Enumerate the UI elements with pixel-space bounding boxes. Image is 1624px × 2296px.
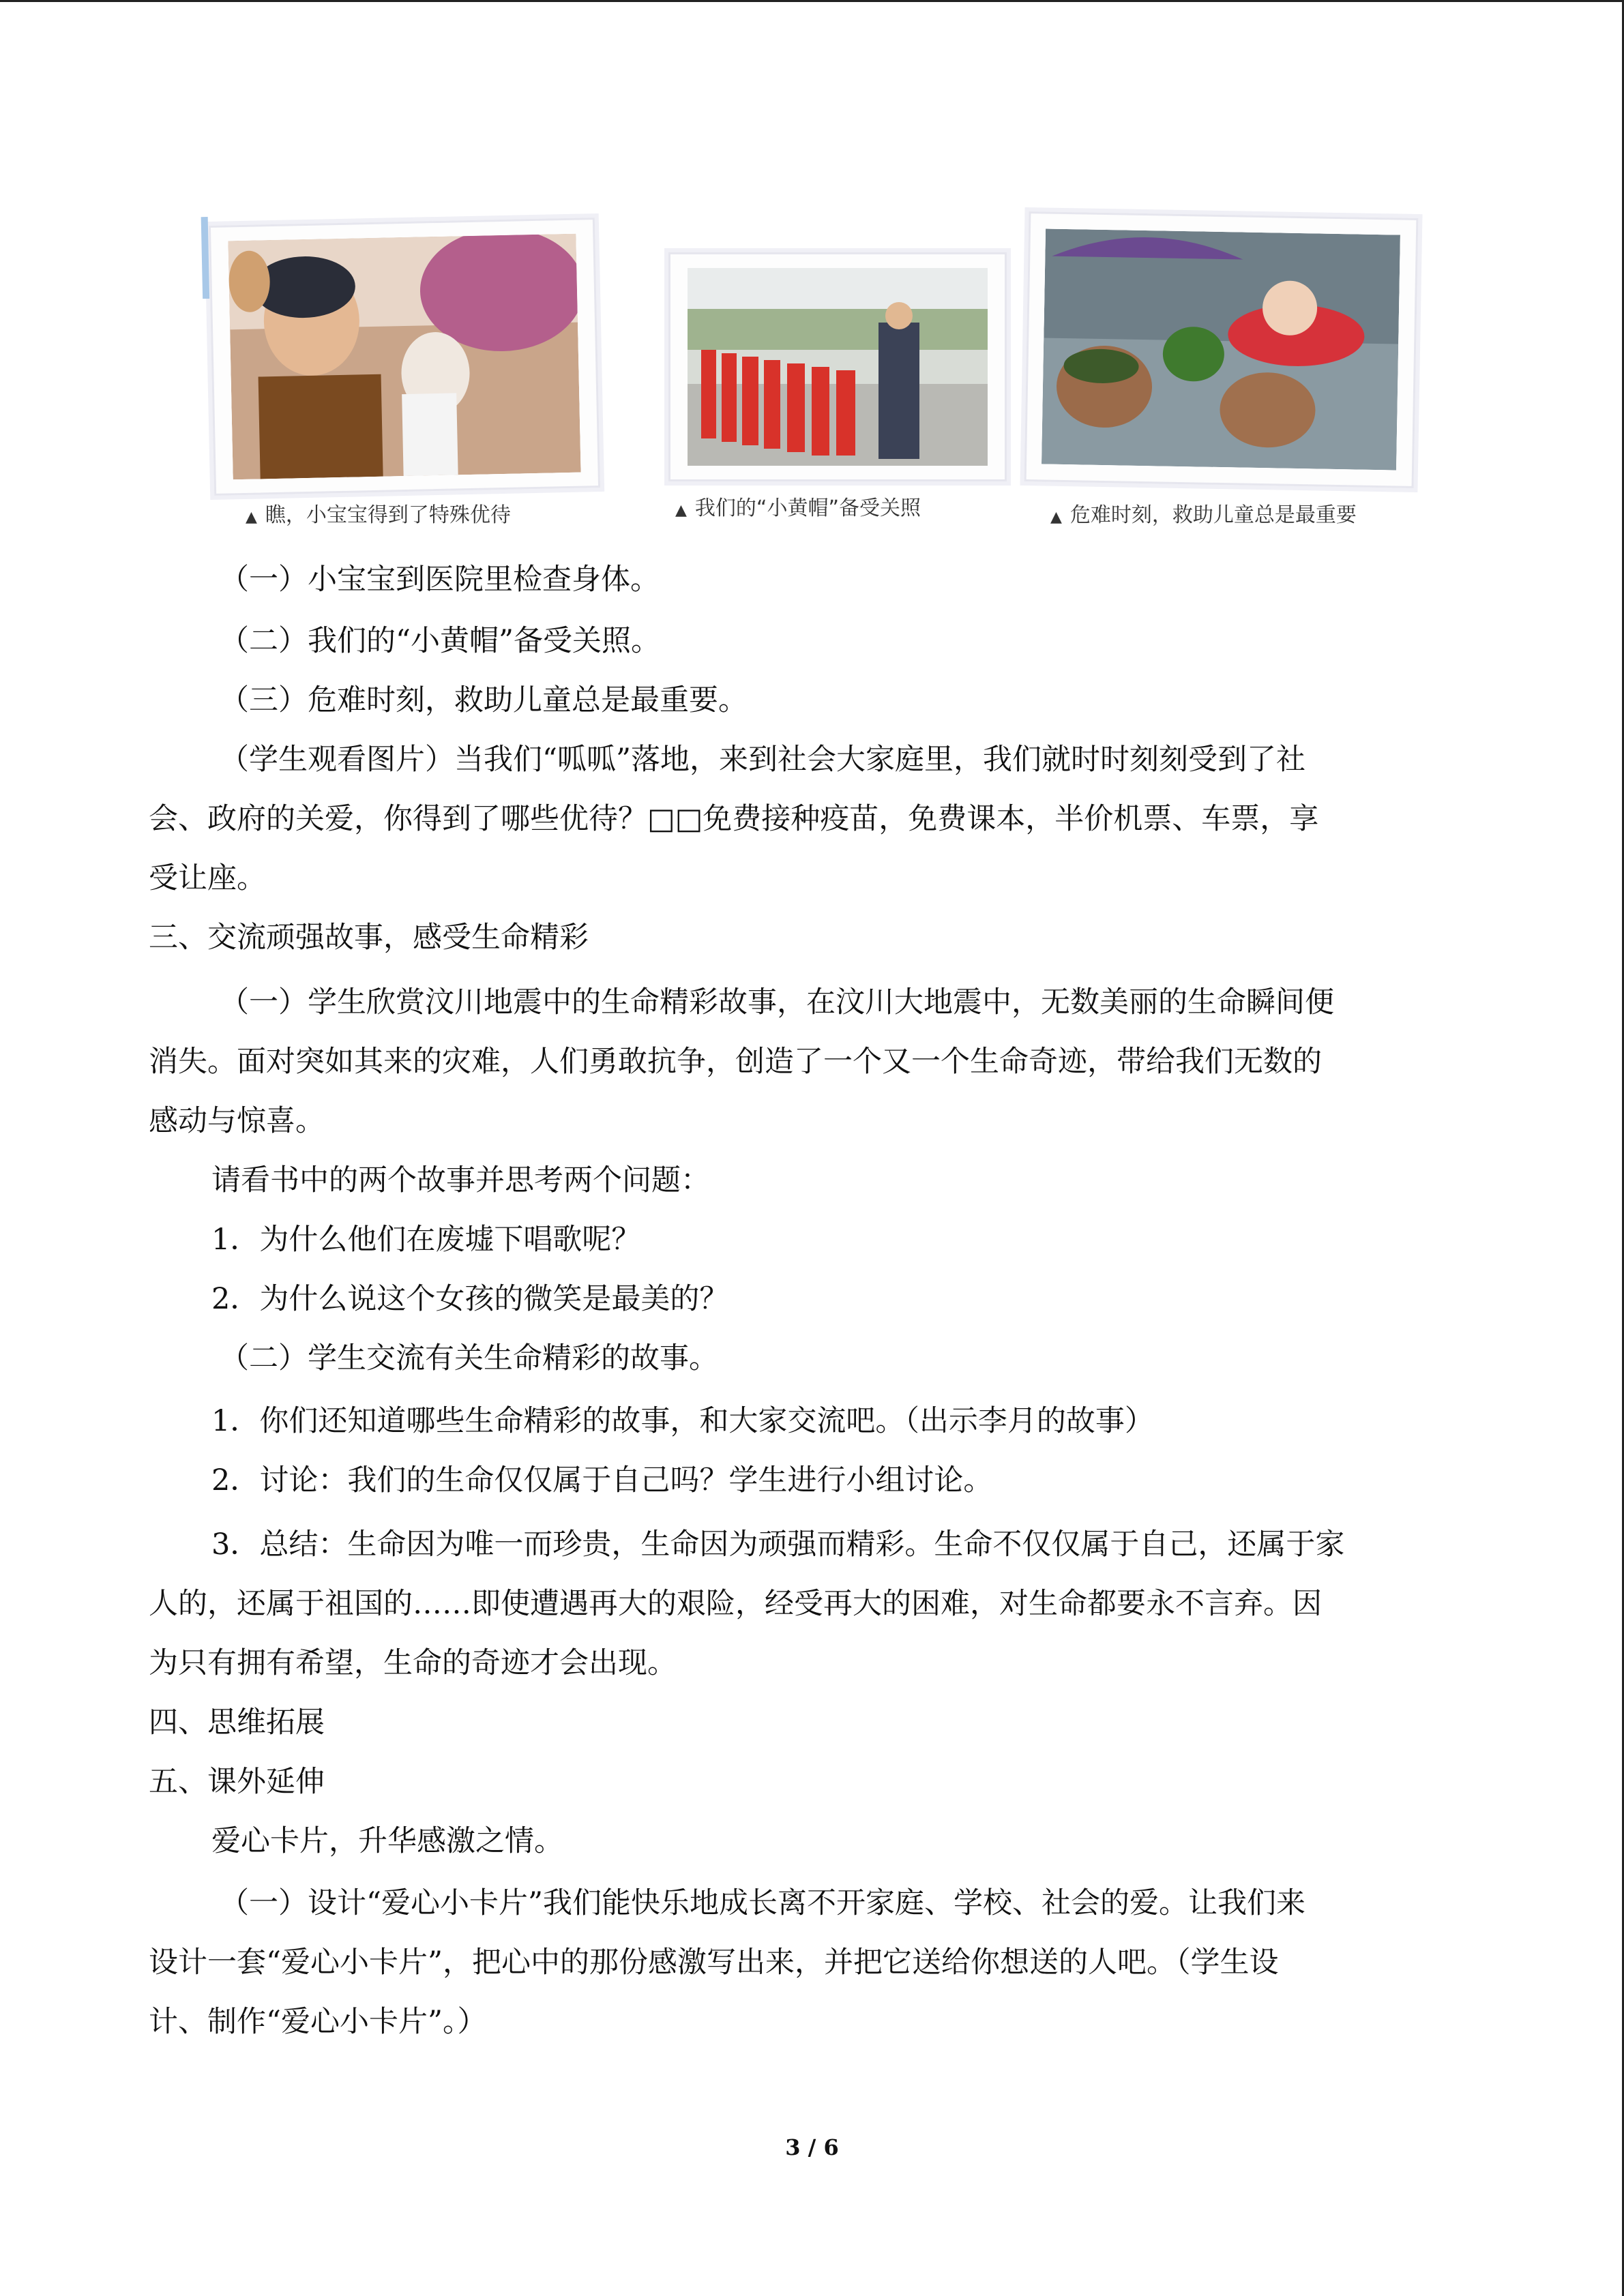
- text-line: （一）学生欣赏汶川地震中的生命精彩故事，在汶川大地震中，无数美丽的生命瞬间便: [220, 985, 1334, 1019]
- text-line: （三）危难时刻，救助儿童总是最重要。: [220, 683, 748, 717]
- text-line: （二）我们的“小黄帽”备受关照。: [220, 624, 660, 658]
- caption-marker-icon: ▲: [1050, 509, 1062, 526]
- photo-caption-2: ▲ 我们的“小黄帽”备受关照: [675, 496, 921, 520]
- text-line: 感动与惊喜。: [149, 1104, 325, 1138]
- section-heading: 三、交流顽强故事，感受生命精彩: [149, 921, 589, 955]
- text-line: （一）小宝宝到医院里检查身体。: [220, 563, 660, 597]
- text-line: 计、制作“爱心小卡片”。）: [149, 2005, 487, 2039]
- baby-at-hospital-photo: [228, 234, 580, 480]
- text-line: 1．你们还知道哪些生命精彩的故事，和大家交流吧。（出示李月的故事）: [211, 1404, 1154, 1438]
- photo-strip: [205, 205, 1426, 532]
- photo-caption-3: ▲ 危难时刻，救助儿童总是最重要: [1050, 503, 1357, 527]
- text-line: 请看书中的两个故事并思考两个问题：: [211, 1163, 710, 1197]
- photo-frame-2: [668, 252, 1007, 481]
- text-line: 爱心卡片，升华感激之情。: [211, 1824, 563, 1858]
- text-line: 消失。面对突如其来的灾难，人们勇敢抗争，创造了一个又一个生命奇迹，带给我们无数的: [149, 1045, 1322, 1079]
- children-crossing-road-photo: [688, 268, 988, 466]
- text-line: 会、政府的关爱，你得到了哪些优待？□□免费接种疫苗，免费课本，半价机票、车票，享: [149, 802, 1319, 836]
- text-line: （二）学生交流有关生命精彩的故事。: [220, 1341, 718, 1375]
- text-line: 3．总结：生命因为唯一而珍贵，生命因为顽强而精彩。生命不仅仅属于自己，还属于家: [211, 1527, 1345, 1562]
- soldiers-rescuing-baby-photo: [1042, 228, 1400, 470]
- caption-marker-icon: ▲: [675, 502, 687, 519]
- text-line: 人的，还属于祖国的……即使遭遇再大的艰险，经受再大的困难，对生命都要永不言弃。因: [149, 1587, 1322, 1621]
- page-number: 3 / 6: [785, 2134, 839, 2160]
- caption-marker-icon: ▲: [246, 509, 257, 526]
- frame-accent-1: [201, 217, 210, 299]
- photo-caption-1: ▲ 瞧，小宝宝得到了特殊优待: [246, 503, 511, 527]
- text-line: 2．为什么说这个女孩的微笑是最美的？: [211, 1282, 729, 1316]
- text-line: 设计一套“爱心小卡片”，把心中的那份感激写出来，并把它送给你想送的人吧。（学生设: [149, 1945, 1279, 1980]
- photo-frame-1: [209, 218, 600, 496]
- text-line: 为只有拥有希望，生命的奇迹才会出现。: [149, 1646, 677, 1680]
- section-heading: 四、思维拓展: [149, 1705, 325, 1740]
- text-line: （学生观看图片）当我们“呱呱”落地，来到社会大家庭里，我们就时时刻刻受到了社: [220, 743, 1305, 777]
- text-line: （一）设计“爱心小卡片”我们能快乐地成长离不开家庭、学校、社会的爱。让我们来: [220, 1886, 1305, 1920]
- photo-frame-3: [1024, 211, 1419, 488]
- text-line: 受让座。: [149, 861, 266, 895]
- text-line: 1．为什么他们在废墟下唱歌呢？: [211, 1223, 641, 1257]
- text-line: 2．讨论：我们的生命仅仅属于自己吗？学生进行小组讨论。: [211, 1463, 993, 1497]
- page-top-border: [0, 0, 1624, 2]
- section-heading: 五、课外延伸: [149, 1765, 325, 1799]
